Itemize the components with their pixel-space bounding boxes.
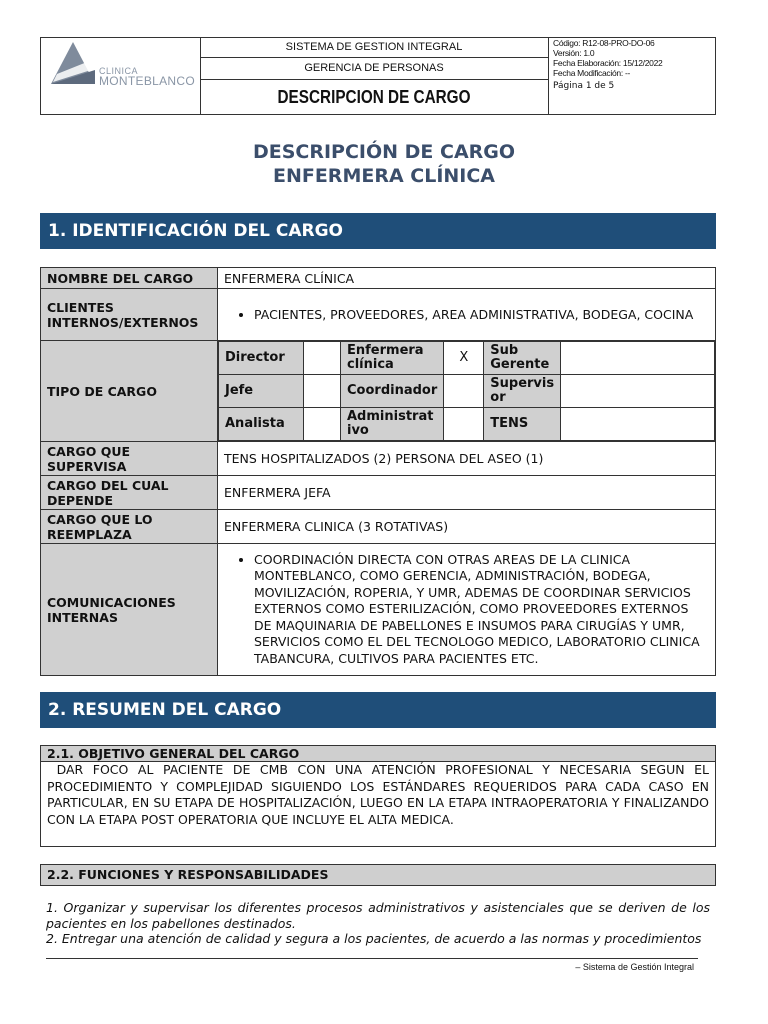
- type-administrativo: Administrativo: [341, 408, 444, 441]
- page-title: DESCRIPCIÓN DE CARGO: [252, 141, 516, 163]
- type-enfermera-mark: X: [444, 342, 484, 375]
- replaces-value: ENFERMERA CLINICA (3 ROTATIVAS): [218, 510, 716, 544]
- type-supervisor: Supervisor: [484, 375, 561, 408]
- name-value: ENFERMERA CLÍNICA: [218, 268, 716, 289]
- type-grid-cell: [218, 341, 716, 442]
- type-jefe: Jefe: [219, 375, 304, 408]
- objective-box: [40, 745, 716, 847]
- type-supervisor-mark: [561, 375, 715, 408]
- name-label: NOMBRE DEL CARGO: [41, 268, 218, 289]
- depends-value: ENFERMERA JEFA: [218, 476, 716, 510]
- section1-heading: 1. IDENTIFICACIÓN DEL CARGO: [40, 213, 716, 249]
- type-director: Director: [219, 342, 304, 375]
- logo-cell: [41, 38, 201, 114]
- type-analista-mark: [304, 408, 341, 441]
- doc-version: Versión: 1.0: [553, 48, 595, 58]
- type-tens: TENS: [484, 408, 561, 441]
- comms-value: • COORDINACIÓN DIRECTA CON OTRAS AREAS DE LA CLINICA MONTEBLANCO, COMO GERENCIA, ADMINISTRACIÓN, BODEGA, MOVILIZACIÓN, ROPERIA, Y UMR, ADEMAS DE COORDINAR SERVICIOS EXTERNOS COMO ESTERILIZACIÓN, COMO PROVEEDORES EXTERNOS DE MAQUINARIA DE PABELLONES E INSUMOS PARA CIRUGÍAS Y UMR, SERVICIOS COMO EL DEL TECNOLOGO MEDICO, LABORATORIO CLINICA TABANCURA, CULTIVOS PARA PACIENTES ETC.: [254, 552, 709, 668]
- type-grid: [218, 341, 715, 441]
- logo-line2: MONTEBLANCO: [99, 74, 195, 88]
- doc-metadata: [553, 38, 713, 91]
- department-name: GERENCIA DE PERSONAS: [200, 58, 548, 80]
- footer-text: – Sistema de Gestión Integral: [575, 962, 694, 972]
- clients-cell: [218, 289, 716, 341]
- section2-heading: 2. RESUMEN DEL CARGO: [40, 692, 716, 728]
- replaces-label: CARGO QUE LO REEMPLAZA: [41, 510, 218, 544]
- logo-line1: CLINICA: [99, 66, 139, 76]
- logo-wordmark: [99, 66, 195, 88]
- function-item: 1. Organizar y supervisar los diferentes procesos administrativos y asistenciales que se deriven de los pacientes en los pabellones destinados.: [46, 900, 710, 931]
- type-subgerente: Sub Gerente: [484, 342, 561, 375]
- doc-type: DESCRIPCION DE CARGO: [277, 87, 471, 107]
- type-administrativo-mark: [444, 408, 484, 441]
- type-jefe-mark: [304, 375, 341, 408]
- header-middle: [200, 38, 549, 114]
- type-label: TIPO DE CARGO: [41, 341, 218, 442]
- functions-list: [46, 900, 710, 946]
- doc-code: Código: R12-08-PRO-DO-06: [553, 38, 655, 48]
- doc-modified: Fecha Modificación: --: [553, 68, 631, 78]
- type-tens-mark: [561, 408, 715, 441]
- system-name: SISTEMA DE GESTION INTEGRAL: [200, 38, 548, 58]
- page-subtitle: ENFERMERA CLÍNICA: [272, 165, 496, 187]
- footer-divider: [46, 958, 698, 959]
- objective-heading: 2.1. OBJETIVO GENERAL DEL CARGO: [41, 746, 715, 762]
- doc-page: Página 1 de 5: [553, 81, 615, 91]
- functions-box: [40, 864, 716, 886]
- type-enfermera: Enfermera clínica: [341, 342, 444, 375]
- type-subgerente-mark: [561, 342, 715, 375]
- supervises-value: TENS HOSPITALIZADOS (2) PERSONA DEL ASEO (1): [218, 442, 716, 476]
- document-header: [40, 37, 716, 115]
- identification-table: [40, 267, 716, 676]
- type-director-mark: [304, 342, 341, 375]
- functions-heading: 2.2. FUNCIONES Y RESPONSABILIDADES: [41, 865, 715, 885]
- type-coordinador: Coordinador: [341, 375, 444, 408]
- type-coordinador-mark: [444, 375, 484, 408]
- clients-value: • PACIENTES, PROVEEDORES, AREA ADMINISTRATIVA, BODEGA, COCINA: [254, 307, 709, 322]
- doc-created: Fecha Elaboración: 15/12/2022: [553, 58, 663, 68]
- comms-label: COMUNICACIONES INTERNAS: [41, 544, 218, 676]
- comms-cell: [218, 544, 716, 676]
- supervises-label: CARGO QUE SUPERVISA: [41, 442, 218, 476]
- objective-text: DAR FOCO AL PACIENTE DE CMB CON UNA ATENCIÓN PROFESIONAL Y NECESARIA SEGUN EL PROCEDIMIENTO Y COMPLEJIDAD SIGUIENDO LOS ESTÁNDARES REQUERIDOS PARA CADA CASO EN PARTICULAR, EN SU ETAPA DE HOSPITALIZACIÓN, LUEGO EN LA ETAPA INTRAOPERATORIA Y FINALIZANDO CON LA ETAPA POST OPERATORIA QUE INCLUYE EL ALTA MEDICA.: [47, 762, 713, 827]
- function-item: 2. Entregar una atención de calidad y segura a los pacientes, de acuerdo a las normas y procedimientos: [46, 931, 702, 946]
- clinic-logo-icon: [47, 40, 99, 86]
- depends-label: CARGO DEL CUAL DEPENDE: [41, 476, 218, 510]
- clients-label: CLIENTES INTERNOS/EXTERNOS: [41, 289, 218, 341]
- type-analista: Analista: [219, 408, 304, 441]
